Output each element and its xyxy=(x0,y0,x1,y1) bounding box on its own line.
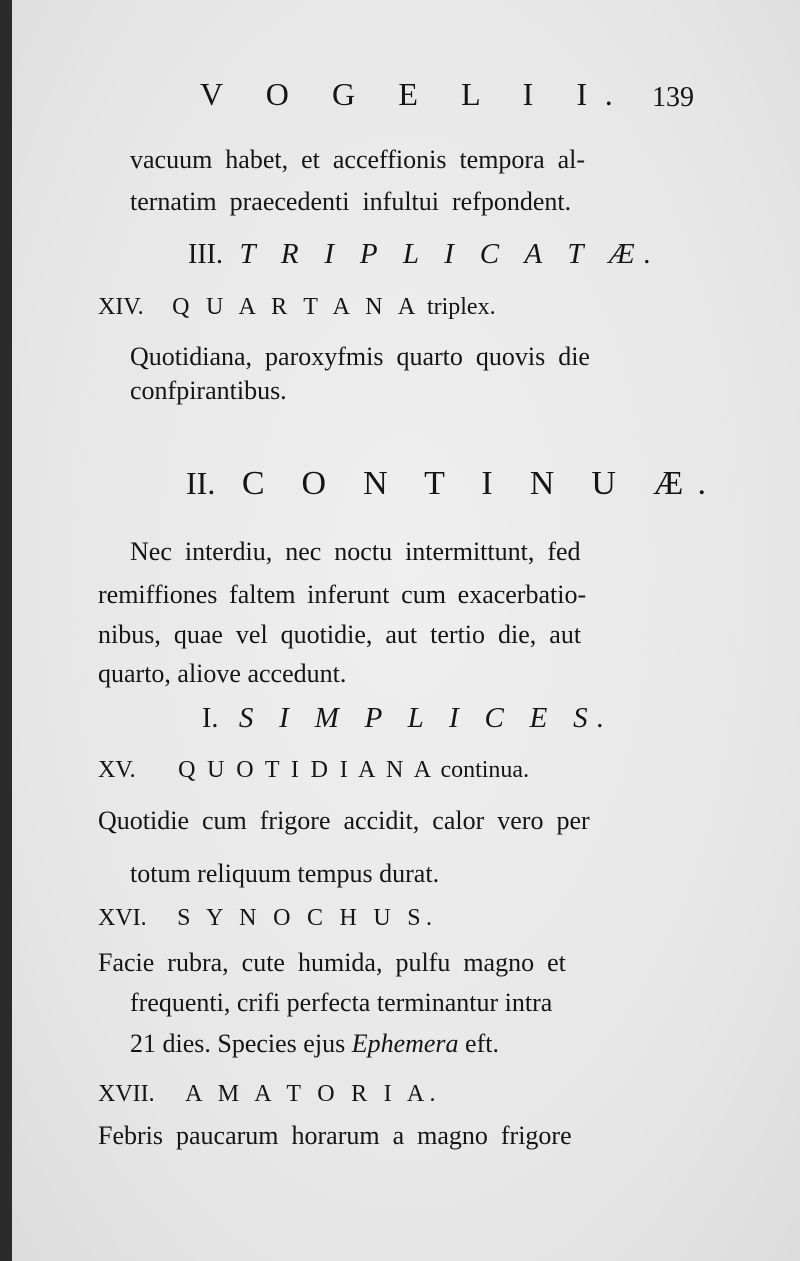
entry-number: XV. xyxy=(98,757,136,783)
entry-xv xyxy=(98,756,529,782)
text-line-1: vacuum habet, et acceffionis tempora al- xyxy=(130,145,586,174)
section-title: T R I P L I C A T Æ. xyxy=(239,238,661,270)
entry-title: S Y N O C H U S. xyxy=(177,905,438,931)
text-line: quarto, aliove accedunt. xyxy=(98,659,347,688)
text-line: Facie rubra, cute humida, pulfu magno et xyxy=(98,948,566,977)
text-span: 21 dies. Species ejus xyxy=(130,1029,352,1058)
entry-subtitle: triplex. xyxy=(426,294,496,320)
section-numeral: III. xyxy=(188,239,223,270)
entry-title: Q U A R T A N A xyxy=(172,294,421,320)
entry-xiv xyxy=(98,293,496,319)
text-line: frequenti, crifi perfecta terminantur intra xyxy=(130,988,553,1017)
running-header: V O G E L I I. xyxy=(200,76,631,112)
section-heading-triplicatae xyxy=(188,240,660,269)
entry-xvii xyxy=(98,1080,441,1106)
text-line: Nec interdiu, nec noctu intermittunt, fed xyxy=(130,537,581,566)
entry-xvi xyxy=(98,904,437,930)
text-line: confpirantibus. xyxy=(130,376,287,405)
entry-title: A M A T O R I A. xyxy=(185,1081,441,1107)
text-line: nibus, quae vel quotidie, aut tertio die, aut xyxy=(98,620,582,649)
text-line: Febris paucarum horarum a magno frigore xyxy=(98,1121,572,1150)
page-number: 139 xyxy=(652,82,694,113)
text-line-2: ternatim praecedenti infultui refpondent. xyxy=(130,187,572,216)
text-line xyxy=(130,1031,499,1057)
text-span: eft. xyxy=(458,1029,499,1058)
section-heading-simplices xyxy=(202,704,613,733)
text-line: remiffiones faltem inferunt cum exacerbatio- xyxy=(98,580,587,609)
entry-subtitle: continua. xyxy=(440,757,530,783)
entry-title: Q U O T I D I A N A xyxy=(178,757,434,783)
entry-number: XIV. xyxy=(98,294,144,320)
section-numeral: II. xyxy=(186,465,216,501)
text-line: totum reliquum tempus durat. xyxy=(130,859,440,888)
book-page xyxy=(12,0,800,1261)
entry-number: XVII. xyxy=(98,1081,155,1107)
section-numeral: I. xyxy=(202,703,219,734)
section-title: S I M P L I C E S. xyxy=(238,702,614,734)
text-line: Quotidiana, paroxyfmis quarto quovis die xyxy=(130,342,590,371)
section-heading-continuae xyxy=(186,467,720,501)
text-line: Quotidie cum frigore accidit, calor vero per xyxy=(98,806,590,835)
entry-number: XVI. xyxy=(98,905,147,931)
italic-term: Ephemera xyxy=(351,1029,459,1058)
section-title: C O N T I N U Æ. xyxy=(241,465,721,502)
